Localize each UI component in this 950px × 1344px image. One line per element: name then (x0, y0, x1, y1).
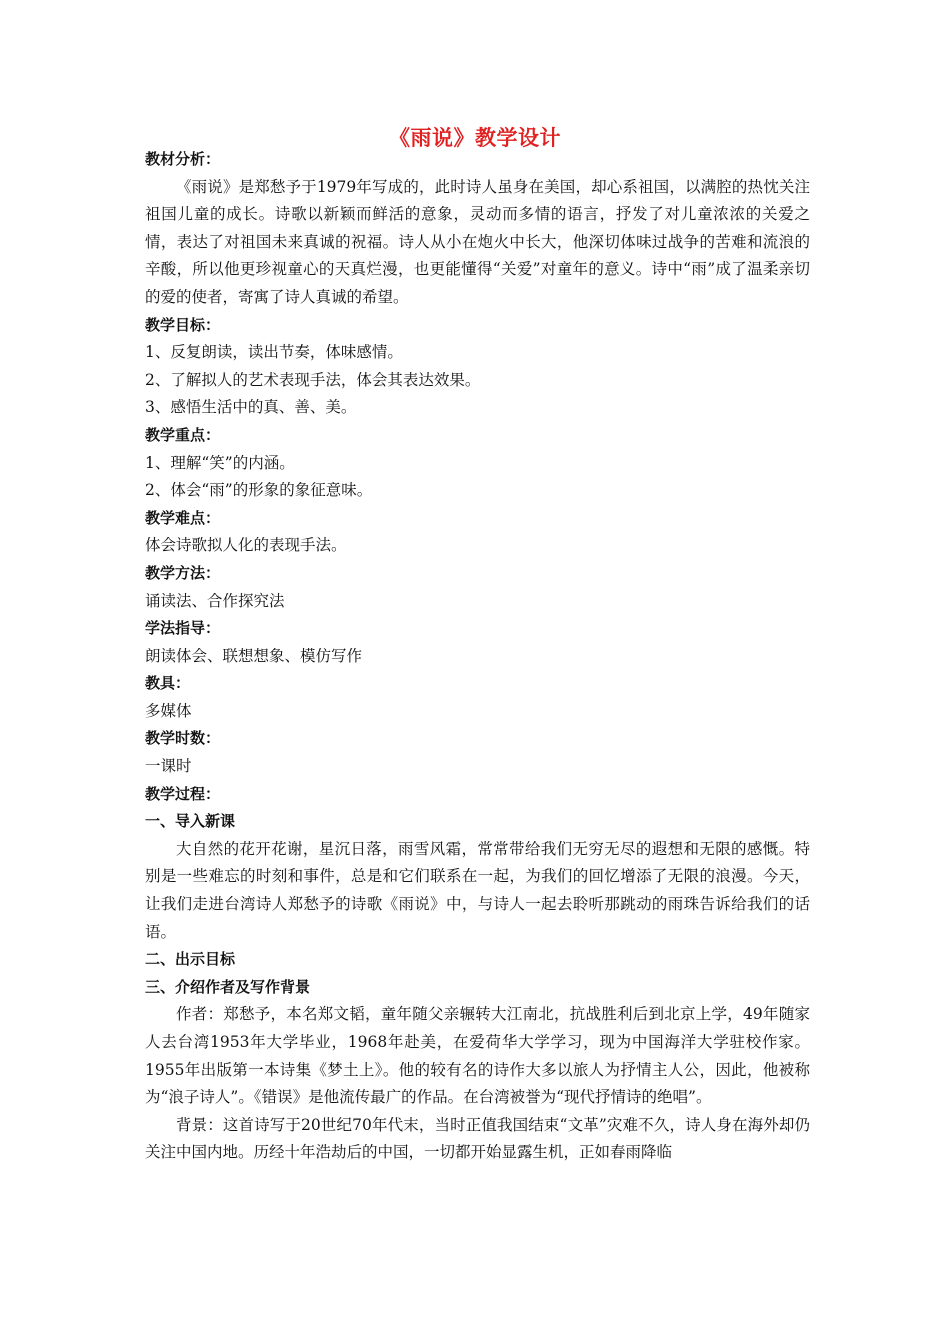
tools-text: 多媒体 (145, 701, 192, 720)
author-paragraph: 作者：郑愁予，本名郑文韬，童年随父亲辗转大江南北，抗战胜利后到北京上学，49年随家人去台湾1953年大学毕业，1968年赴美，在爱荷华大学学习，现为中国海洋大学驻校作家。 1955年出版第一本诗集《梦土上》。他的较有名的诗作大多以旅人为抒情主人公，因此，他被称为“浪子诗人”。《错误》是他流传最广的作品。在台湾被誉为“现代抒情诗的绝唱”。 (145, 1005, 810, 1107)
step-intro-paragraph: 大自然的花开花谢，星沉日落，雨雪风霜，常常带给我们无穷无尽的遐想和无限的感慨。特别是一些难忘的时刻和事件，总是和它们联系在一起，为我们的回忆增添了无限的浪漫。今天，让我们走进台湾诗人郑愁予的诗歌《雨说》中，与诗人一起去聆听那跳动的雨珠告诉给我们的话语。 (145, 839, 810, 941)
key-points-heading: 教学重点： (145, 425, 221, 444)
tools-heading: 教具： (145, 674, 191, 693)
class-hours-text: 一课时 (145, 757, 192, 776)
class-hours-heading: 教学时数： (145, 729, 221, 748)
background-paragraph: 背景：这首诗写于20世纪70年代末，当时正值我国结束“文革”灾难不久，诗人身在海外却仍关注中国内地。历经十年浩劫后的中国，一切都开始显露生机，正如春雨降临 (145, 1115, 810, 1162)
goal-item: 1、反复朗读，读出节奏，体味感情。 (145, 343, 403, 362)
document-title: 《雨说》教学设计 (389, 126, 561, 150)
study-guide-heading: 学法指导： (145, 619, 221, 638)
document-body (145, 146, 810, 1167)
difficulty-heading: 教学难点： (145, 508, 221, 527)
analysis-paragraph: 《雨说》是郑愁予于1979年写成的，此时诗人虽身在美国，却心系祖国，以满腔的热忱关注祖国儿童的成长。诗歌以新颖而鲜活的意象，灵动而多情的语言，抒发了对儿童浓浓的关爱之情，表达了对祖国未来真诚的祝福。诗人从小在炮火中长大，他深切体味过战争的苦难和流浪的辛酸，所以他更珍视童心的天真烂漫，也更能懂得“关爱”对童年的意义。诗中“雨”成了温柔亲切的爱的使者，寄寓了诗人真诚的希望。 (145, 177, 810, 306)
key-point-item: 1、理解“笑”的内涵。 (145, 453, 295, 472)
goal-item: 3、感悟生活中的真、善、美。 (145, 398, 357, 417)
step-author-heading: 三、介绍作者及写作背景 (145, 977, 311, 996)
method-text: 诵读法、合作探究法 (145, 591, 285, 610)
step-intro-heading: 一、导入新课 (145, 812, 236, 831)
step-goals-heading: 二、出示目标 (145, 950, 236, 969)
study-guide-text: 朗读体会、联想想象、模仿写作 (145, 646, 363, 665)
goal-item: 2、了解拟人的艺术表现手法，体会其表达效果。 (145, 370, 481, 389)
method-heading: 教学方法： (145, 563, 221, 582)
key-point-item: 2、体会“雨”的形象的象征意味。 (145, 481, 373, 500)
analysis-heading: 教材分析： (145, 150, 221, 168)
goals-heading: 教学目标： (145, 315, 221, 334)
difficulty-text: 体会诗歌拟人化的表现手法。 (145, 536, 347, 555)
process-heading: 教学过程： (145, 784, 221, 803)
